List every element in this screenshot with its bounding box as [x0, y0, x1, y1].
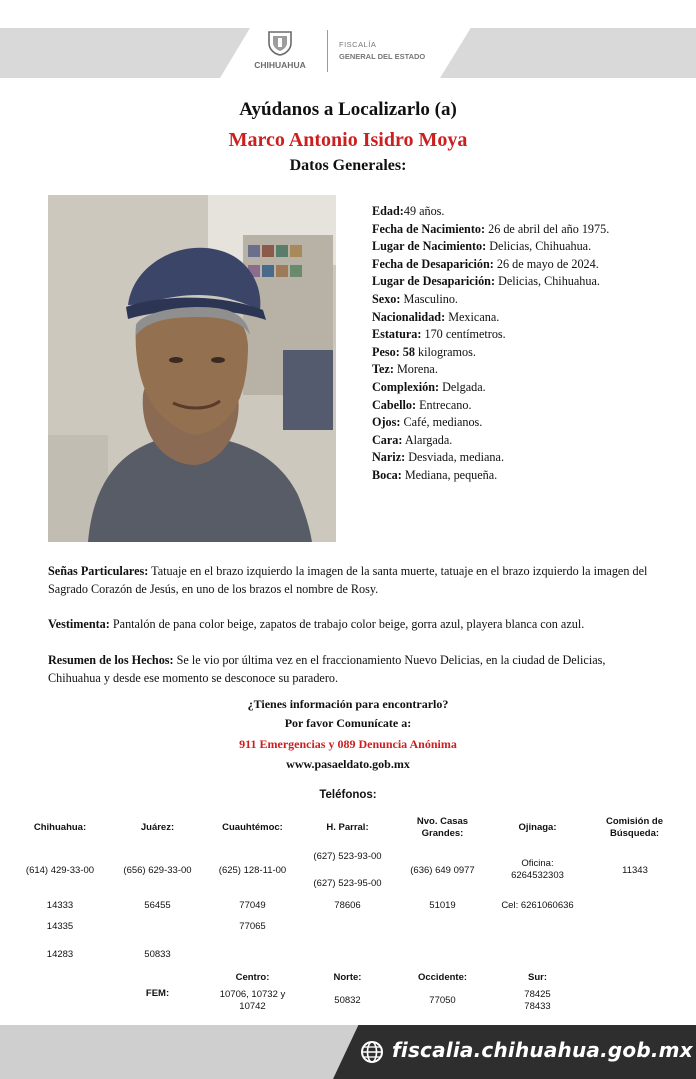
- page-title: Ayúdanos a Localizarlo (a): [239, 99, 457, 120]
- phones-header-chihuahua: Chihuahua:: [33, 822, 87, 833]
- detail-row: [372, 414, 672, 432]
- phones-header-comision: Comisión de Búsqueda:: [605, 816, 663, 839]
- detail-label: Estatura:: [372, 327, 422, 342]
- clothing-text: Pantalón de pana color beige, zapatos de trabajo color beige, gorra azul, playera blanca con azul.: [109, 617, 585, 631]
- missing-person-photo: [48, 195, 336, 542]
- detail-row: [372, 449, 672, 467]
- ext-juarez-2: 50833: [144, 949, 171, 960]
- fem-header-occidente: Occidente:: [417, 972, 468, 983]
- globe-icon: [360, 1040, 384, 1064]
- shield-icon: [266, 30, 294, 56]
- phone-ojinaga-cell[interactable]: Cel: 6261060636: [501, 900, 574, 911]
- cta-question: ¿Tienes información para encontrarlo?: [247, 697, 449, 711]
- detail-value: Alargada.: [402, 432, 453, 447]
- footer-website-link[interactable]: fiscalia.chihuahua.gob.mx: [392, 1038, 693, 1062]
- detail-row: [372, 467, 672, 485]
- ext-chihuahua-1: 14333: [46, 900, 74, 911]
- logo-wordmark: CHIHUAHUA: [254, 60, 306, 70]
- header-right-stripe: [440, 28, 696, 78]
- distinguishing-marks: [48, 563, 658, 598]
- phones-header-ojinaga: Ojinaga:: [518, 822, 557, 833]
- phone-cuauhtemoc-main[interactable]: (625) 128-11-00: [218, 865, 287, 876]
- phone-juarez-main[interactable]: (656) 629-33-00: [123, 865, 192, 876]
- detail-value: Delicias, Chihuahua.: [495, 274, 600, 289]
- agency-name-line2: GENERAL DEL ESTADO: [339, 52, 426, 61]
- fem-norte-ext: 50832: [334, 995, 361, 1006]
- phones-header-cuauhtemoc: Cuauhtémoc:: [222, 822, 283, 833]
- phone-chihuahua-main[interactable]: (614) 429-33-00: [25, 865, 95, 876]
- fem-sur-ext: 78425 78433: [524, 989, 551, 1012]
- ext-juarez-1: 56455: [144, 900, 171, 911]
- detail-value: 170 centímetros.: [421, 327, 506, 342]
- phones-header-parral: H. Parral:: [326, 822, 369, 833]
- facts-summary-label: Resumen de los Hechos:: [48, 653, 174, 667]
- detail-value: Delicias, Chihuahua.: [486, 239, 592, 254]
- phones-header-nvo-casas-grandes: Nvo. Casas Grandes:: [416, 816, 469, 839]
- fem-label: FEM:: [145, 988, 170, 999]
- ext-nvo-casas-grandes: 51019: [429, 900, 456, 911]
- detail-row: [372, 361, 672, 379]
- ext-chihuahua-2: 14335: [46, 921, 74, 932]
- details-list: [372, 203, 672, 485]
- detail-value: 26 de abril del año 1975.: [485, 221, 610, 236]
- detail-label: Edad:: [372, 204, 404, 218]
- phone-parral-2[interactable]: (627) 523-95-00: [313, 878, 382, 889]
- detail-label: Complexión:: [372, 379, 440, 394]
- detail-value: kilogramos.: [414, 344, 476, 359]
- fem-occidente-ext: 77050: [429, 995, 456, 1006]
- detail-label: Nacionalidad:: [372, 309, 446, 324]
- detail-value: Entrecano.: [416, 397, 472, 412]
- ext-parral-1: 78606: [334, 900, 361, 911]
- fem-header-centro: Centro:: [235, 972, 270, 983]
- detail-row: [372, 309, 672, 327]
- detail-row: [372, 273, 672, 291]
- detail-value: Delgada.: [439, 379, 486, 394]
- logo-divider: [327, 30, 328, 72]
- distinguishing-marks-text: Tatuaje en el brazo izquierdo la imagen de la santa muerte, tatuaje en el brazo izquierdo la imagen del Sagrado Corazón de Jesús, en uno de los brazos el nombre de Rosy.: [48, 564, 648, 596]
- fem-centro-ext: 10706, 10732 y 10742: [219, 989, 286, 1012]
- phones-title: Teléfonos:: [319, 789, 377, 801]
- fem-header-sur: Sur:: [528, 972, 547, 983]
- facts-summary: [48, 652, 658, 687]
- detail-row: [372, 379, 672, 397]
- detail-value: Masculino.: [400, 291, 458, 306]
- cta-please: Por favor Comunícate a:: [284, 716, 412, 730]
- detail-label: Cabello:: [372, 397, 417, 412]
- detail-row: [372, 203, 672, 221]
- detail-row: [372, 397, 672, 415]
- agency-name-line1: FISCALÍA: [339, 40, 377, 49]
- ext-chihuahua-3: 14283: [46, 949, 74, 960]
- detail-label: Boca:: [372, 467, 402, 482]
- detail-label: Lugar de Desaparición:: [372, 274, 496, 289]
- cta-emergency-numbers: 911 Emergencias y 089 Denuncia Anónima: [239, 737, 457, 751]
- detail-row: [372, 238, 672, 256]
- detail-label: Fecha de Desaparición:: [372, 256, 494, 271]
- phone-comision[interactable]: 11343: [622, 865, 648, 876]
- detail-value: Mexicana.: [445, 309, 500, 324]
- detail-label: Tez:: [372, 362, 394, 377]
- ext-cuauhtemoc-2: 77065: [239, 921, 266, 932]
- clothing: [48, 616, 658, 634]
- detail-label: Ojos:: [372, 415, 401, 430]
- detail-label: Cara:: [372, 432, 403, 447]
- detail-row: [372, 221, 672, 239]
- detail-value: Mediana, pequeña.: [401, 467, 498, 482]
- phones-header-juarez: Juárez:: [140, 822, 175, 833]
- distinguishing-marks-label: Señas Particulares:: [48, 564, 149, 578]
- detail-value: 49 años.: [403, 204, 445, 218]
- detail-value: Desviada, mediana.: [405, 450, 504, 465]
- detail-row: [372, 432, 672, 450]
- missing-person-name: Marco Antonio Isidro Moya: [228, 129, 468, 151]
- facts-summary-text: Se le vio por última vez en el fraccionamiento Nuevo Delicias, en la ciudad de Delicias, Chihuahua y desde ese momento se desconoce su paradero.: [48, 653, 606, 685]
- phone-parral-1[interactable]: (627) 523-93-00: [313, 851, 382, 862]
- clothing-label: Vestimenta:: [48, 617, 110, 631]
- fem-header-norte: Norte:: [333, 972, 362, 983]
- header-logo: [242, 30, 458, 76]
- cta-website-link[interactable]: www.pasaeldato.gob.mx: [286, 757, 410, 771]
- detail-label: Lugar de Nacimiento:: [372, 239, 487, 254]
- phone-nvo-casas-grandes[interactable]: (636) 649 0977: [410, 865, 475, 876]
- detail-label: Fecha de Nacimiento:: [372, 221, 486, 236]
- detail-row: [372, 256, 672, 274]
- detail-value: Morena.: [393, 362, 438, 377]
- header-left-stripe: [0, 28, 250, 78]
- ext-cuauhtemoc-1: 77049: [239, 900, 266, 911]
- phone-ojinaga-office[interactable]: Oficina: 6264532303: [511, 858, 564, 881]
- detail-value: Café, medianos.: [400, 415, 483, 430]
- detail-label: Peso: 58: [372, 344, 415, 359]
- detail-row: [372, 344, 672, 362]
- detail-label: Nariz:: [372, 450, 406, 465]
- detail-value: 26 de mayo de 2024.: [493, 256, 599, 271]
- section-title: Datos Generales:: [289, 157, 407, 174]
- detail-label: Sexo:: [372, 291, 401, 306]
- detail-row: [372, 326, 672, 344]
- detail-row: [372, 291, 672, 309]
